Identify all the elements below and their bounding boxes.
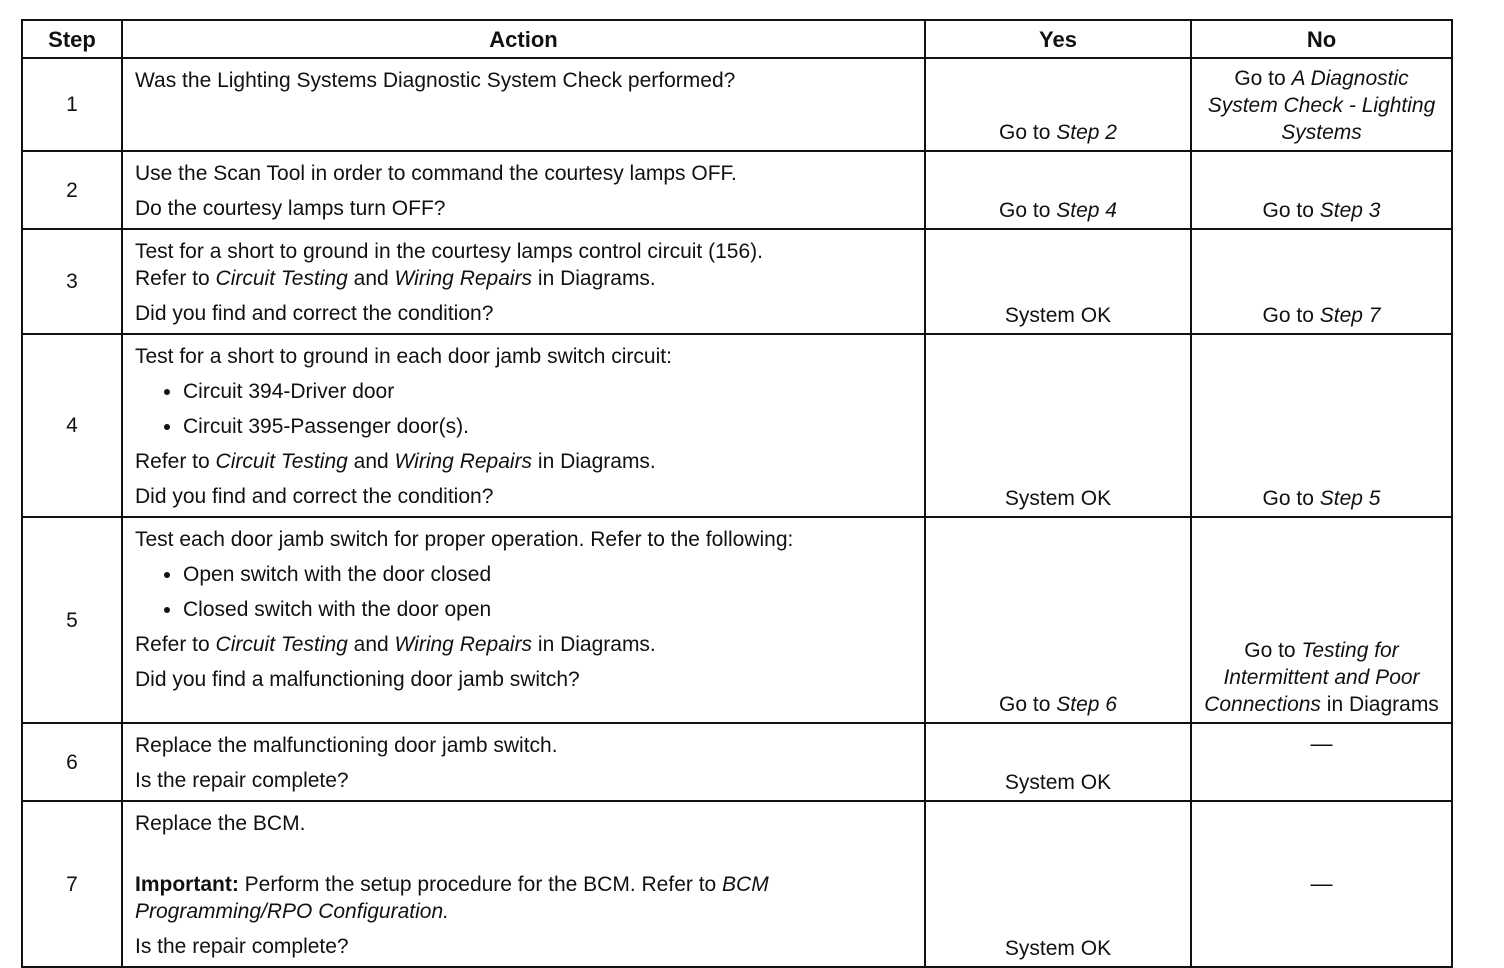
ref-prefix: Refer to: [135, 633, 216, 656]
ref-suffix: in Diagrams.: [532, 633, 656, 656]
table-row: [22, 334, 1452, 517]
ref-wiring-repairs: Wiring Repairs: [394, 267, 533, 290]
no-step-link: Step 3: [1319, 199, 1381, 222]
ref-prefix: Refer to: [135, 450, 216, 473]
spacer: [135, 837, 912, 871]
reference-text: [135, 448, 912, 475]
action-cell: [122, 334, 925, 517]
step-number: 7: [22, 801, 122, 967]
action-question: Was the Lighting Systems Diagnostic System Check performed?: [135, 69, 736, 92]
ref-circuit-testing: Circuit Testing: [215, 450, 348, 473]
action-cell: [122, 229, 925, 334]
action-question: Did you find and correct the condition?: [135, 485, 494, 508]
header-yes: Yes: [925, 20, 1191, 58]
ref-prefix: Refer to: [135, 267, 216, 290]
table-row: [22, 229, 1452, 334]
ref-and: and: [347, 267, 395, 290]
no-cell: [1191, 723, 1452, 801]
important-label: Important:: [135, 873, 239, 896]
yes-cell: [925, 151, 1191, 229]
step-number: 5: [22, 517, 122, 723]
no-cell: [1191, 58, 1452, 151]
step-number: 4: [22, 334, 122, 517]
step-number: 1: [22, 58, 122, 151]
yes-step-link: Step 2: [1056, 121, 1117, 144]
action-cell: [122, 151, 925, 229]
ref-circuit-testing: Circuit Testing: [215, 633, 348, 656]
action-text: Replace the BCM.: [135, 812, 306, 835]
table-row: [22, 517, 1452, 723]
action-cell: [122, 801, 925, 967]
action-cell: [122, 723, 925, 801]
ref-suffix: in Diagrams.: [532, 267, 656, 290]
ref-and: and: [347, 450, 395, 473]
no-step-link: Step 7: [1319, 304, 1381, 327]
bullet-item: • Circuit 394-Driver door: [183, 378, 912, 405]
header-action: Action: [122, 20, 925, 58]
reference-text: [135, 631, 912, 658]
action-text: Replace the malfunctioning door jamb switch.: [135, 734, 558, 757]
ref-suffix: in Diagrams.: [532, 450, 656, 473]
ref-circuit-testing: Circuit Testing: [215, 267, 348, 290]
bullet-list: [135, 561, 912, 623]
important-text: Perform the setup procedure for the BCM. Refer to: [238, 873, 723, 896]
no-reference: Testing for Intermittent and Poor Connections: [1204, 639, 1420, 716]
no-prefix: Go to: [1244, 639, 1302, 662]
action-text: Test each door jamb switch for proper operation. Refer to the following:: [135, 528, 794, 551]
table-row: [22, 151, 1452, 229]
reference-text: [135, 265, 912, 292]
no-prefix: Go to: [1234, 67, 1292, 90]
ref-wiring-repairs: Wiring Repairs: [394, 450, 533, 473]
no-cell: [1191, 151, 1452, 229]
no-suffix: in Diagrams: [1320, 693, 1439, 716]
yes-cell: System OK: [925, 334, 1191, 517]
yes-prefix: Go to: [999, 121, 1057, 144]
yes-cell: System OK: [925, 229, 1191, 334]
yes-cell: System OK: [925, 801, 1191, 967]
bullet-item: • Closed switch with the door open: [183, 596, 912, 623]
no-reference: A Diagnostic System Check - Lighting Systems: [1207, 67, 1436, 144]
bullet-item: • Circuit 395-Passenger door(s).: [183, 413, 912, 440]
no-cell: [1191, 517, 1452, 723]
action-text: Use the Scan Tool in order to command the courtesy lamps OFF.: [135, 162, 737, 185]
step-number: 6: [22, 723, 122, 801]
action-question: Did you find a malfunctioning door jamb switch?: [135, 668, 580, 691]
action-question: Do the courtesy lamps turn OFF?: [135, 197, 446, 220]
bullet-list: [135, 378, 912, 440]
yes-step-link: Step 6: [1056, 693, 1117, 716]
no-prefix: Go to: [1262, 199, 1320, 222]
action-question: Did you find and correct the condition?: [135, 302, 494, 325]
important-reference: BCM Programming/RPO Configuration.: [135, 873, 769, 923]
step-number: 3: [22, 229, 122, 334]
table-row: [22, 723, 1452, 801]
action-text: Test for a short to ground in the courtesy lamps control circuit (156).: [135, 240, 763, 263]
action-cell: [122, 58, 925, 151]
header-row: [22, 20, 1452, 58]
yes-prefix: Go to: [999, 693, 1057, 716]
yes-cell: [925, 517, 1191, 723]
ref-and: and: [347, 633, 395, 656]
yes-prefix: Go to: [999, 199, 1057, 222]
no-cell: [1191, 801, 1452, 967]
no-prefix: Go to: [1262, 487, 1320, 510]
action-text: Test for a short to ground in each door jamb switch circuit:: [135, 345, 672, 368]
action-question: Is the repair complete?: [135, 935, 349, 958]
important-note: [135, 871, 912, 925]
diagnostic-table: [21, 19, 1453, 968]
table-row: [22, 801, 1452, 967]
step-number: 2: [22, 151, 122, 229]
ref-wiring-repairs: Wiring Repairs: [394, 633, 533, 656]
no-cell: [1191, 229, 1452, 334]
header-no: No: [1191, 20, 1452, 58]
yes-cell: System OK: [925, 723, 1191, 801]
no-prefix: Go to: [1262, 304, 1320, 327]
action-question: Is the repair complete?: [135, 769, 349, 792]
yes-cell: [925, 58, 1191, 151]
no-cell: [1191, 334, 1452, 517]
bullet-item: • Open switch with the door closed: [183, 561, 912, 588]
em-dash: —: [1310, 731, 1333, 756]
em-dash: —: [1310, 871, 1333, 896]
yes-step-link: Step 4: [1056, 199, 1117, 222]
action-cell: [122, 517, 925, 723]
table-row: [22, 58, 1452, 151]
header-step: Step: [22, 20, 122, 58]
no-step-link: Step 5: [1319, 487, 1381, 510]
